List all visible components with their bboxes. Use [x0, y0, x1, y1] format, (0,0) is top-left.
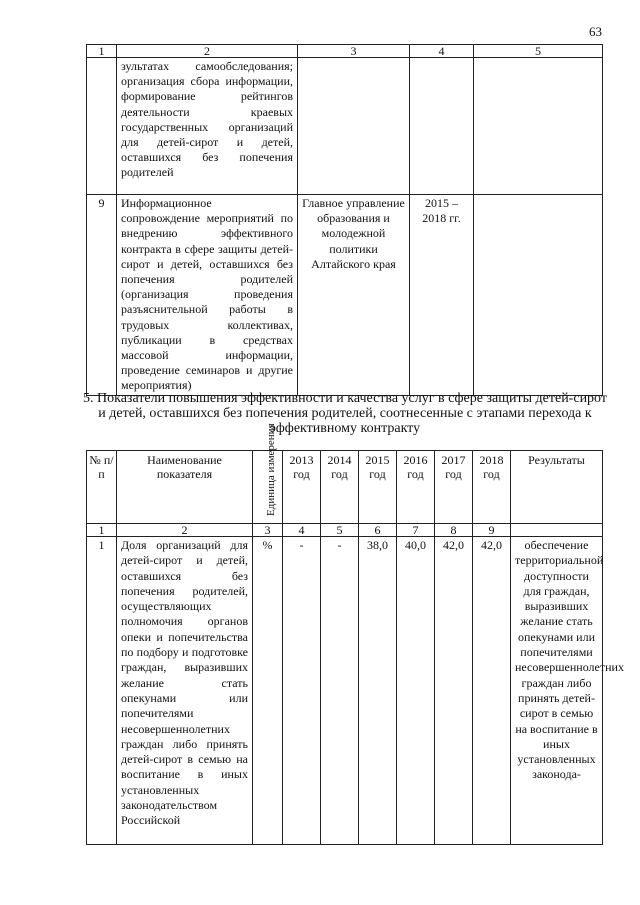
table-row [87, 537, 603, 845]
table-row [87, 58, 603, 195]
row-number: 9 [87, 195, 117, 396]
header-num: № п/п [87, 451, 117, 524]
measure-text: зультатах самообследования; организация сбора информации, формирование рейтингов деятельности краевых государственных организаций для детей-сирот и детей, оставшихся без попечения родителей [117, 58, 298, 195]
header-2015: 2015 год [359, 451, 397, 524]
column-number-row [87, 524, 603, 537]
col-number: 4 [410, 45, 474, 58]
value-2013: - [283, 537, 321, 845]
header-unit [253, 423, 283, 524]
col-number: 2 [117, 524, 253, 537]
value-2015: 38,0 [359, 537, 397, 845]
col-number: 8 [435, 524, 473, 537]
table-row [87, 195, 603, 396]
col-number: 5 [474, 45, 603, 58]
header-2013: 2013 год [283, 451, 321, 524]
col-number: 2 [117, 45, 298, 58]
unit-cell: % [253, 537, 283, 845]
value-2018: 42,0 [473, 537, 511, 845]
column-number-row [87, 45, 603, 58]
col-number: 7 [397, 524, 435, 537]
value-2014: - [321, 537, 359, 845]
value-2016: 40,0 [397, 537, 435, 845]
page-number: 63 [589, 24, 602, 39]
measure-text: Информационное сопровождение мероприятий по внедрению эффективного контракта в сфере защиты детей-сирот и детей, оставшихся без попечения родителей (организация проведения разъяснительной работы в трудовых коллективах, публикации в средствах массовой информации, проведение семинаров и другие мероприятия) [117, 195, 298, 396]
col-number: 4 [283, 524, 321, 537]
measures-table [86, 44, 603, 396]
col-number: 9 [473, 524, 511, 537]
header-2017: 2017 год [435, 451, 473, 524]
header-2014: 2014 год [321, 451, 359, 524]
responsible-cell [298, 58, 410, 195]
col-number: 6 [359, 524, 397, 537]
header-2018: 2018 год [473, 451, 511, 524]
col-number: 1 [87, 524, 117, 537]
indicators-table [86, 423, 624, 845]
period-cell: 2015 – 2018 гг. [410, 195, 474, 396]
result-cell [474, 58, 603, 195]
period-cell [410, 58, 474, 195]
row-number [87, 58, 117, 195]
col-number: 1 [87, 45, 117, 58]
result-cell [474, 195, 603, 396]
results-cell: обеспечение территориальной доступности для граждан, выразивших желание стать опекунами или попечителями несовершеннолетних граждан либо принять детей-сирот в семью на воспитание в иных установленных законода- [511, 537, 603, 845]
header-name: Наименование показателя [117, 451, 253, 524]
header-2016: 2016 год [397, 451, 435, 524]
col-number: 3 [253, 524, 283, 537]
header-row [87, 451, 603, 524]
indicator-name: Доля организаций для детей-сирот и детей, оставшихся без попечения родителей, осуществляющих полномочия органов опеки и попечительства по подбору и подготовке граждан, выразивших желание стать опекунами или попечителями несовершеннолетних граждан либо принять детей-сирот в семью на воспитание в иных установленных законодательством Российской [117, 537, 253, 845]
responsible-cell: Главное управление образования и молодежной политики Алтайского края [298, 195, 410, 396]
col-number: 5 [321, 524, 359, 537]
row-number: 1 [87, 537, 117, 845]
header-unit-label: Единица измерения [265, 423, 277, 516]
section-title: 5. Показатели повышения эффективности и качества услуг в сфере защиты детей-сирот и детей, оставшихся без попечения родителей, соотнесенные с этапами перехода к эффективному контракту [83, 391, 607, 436]
col-number: 3 [298, 45, 410, 58]
value-2017: 42,0 [435, 537, 473, 845]
header-results: Результаты [511, 451, 603, 524]
col-number [511, 524, 603, 537]
